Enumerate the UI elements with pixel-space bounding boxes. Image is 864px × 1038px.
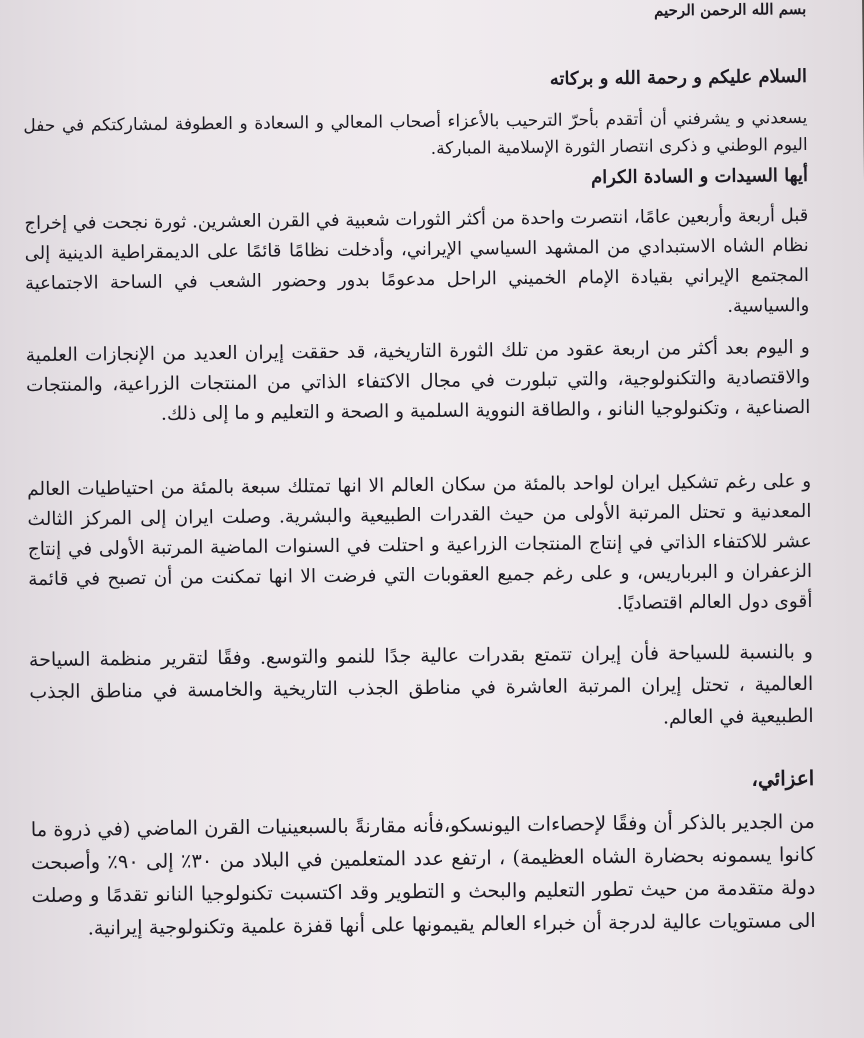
dear-heading: اعزائي، — [751, 765, 815, 791]
intro-paragraph: يسعدني و يشرفني أن أتقدم بأحرّ الترحيب بالأعزاء أصحاب المعالي و السعادة و العطوفة لمشاركتكم في حفل اليوم الوطني و ذكرى انتصار الثورة الإسلامية المباركة. — [23, 107, 808, 159]
paragraph-tourism: و بالنسبة للسياحة فأن إيران تتمتع بقدرات عالية جدًا للنمو والتوسع. وفقًا لتقرير منظمة السياحة العالمية ، تحتل إيران المرتبة العاشرة في مناطق الجذب التاريخية والخامسة في مناطق الجذب الطبيعية في العالم. — [28, 640, 814, 729]
paragraph-resources: و على رغم تشكيل ايران لواحد بالمئة من سكان العالم الا انها تمتلك سبعة بالمئة من احتياطيات العالم المعدنية و تحتل المرتبة الأولى من حيث القدرات الطبيعية والبشرية. وصلت ايران إلى المركز الثالث عشر للاكتفاء الذاتي في إنتاج المنتجات الزراعية و احتلت في السنوات الماضية المرتبة الأولى في إنتاج الزعفران و البرباريس، و على رغم جميع العقوبات التي فرضت الا انها تمكنت من أن تصبح في قائمة أقوى دول العالم اقتصاديًا. — [27, 470, 813, 614]
document-body — [22, 0, 817, 1038]
paragraph-revolution: قبل أربعة وأربعين عامًا، انتصرت واحدة من أكثر الثورات شعبية في القرن العشرين. ثورة نجحت في إخراج نظام الشاه الاستبدادي من المشهد السياسي الإيراني، وأدخلت نظامًا قائمًا على الديمقراطية الدينية إلى المجتمع الإيراني بقيادة الإمام الخميني الراحل مدعومًا بدور وحضور الشعب في الساحة الاجتماعية والسياسية. — [24, 204, 810, 317]
closing-paragraph: من الجدير بالذكر أن وفقًا لإحصاءات اليونسكو،فأنه مقارنةً بالسبعينيات القرن الماضي (في ذروة ما كانوا يسمونه بحضارة الشاه العظيمة) ، ارتفع عدد المتعلمين في البلاد من ٣٠٪ إلى ٩٠٪ وأصبحت دولة متقدمة من حيث تطور التعليم والبحث و التطوير وقد اكتسبت تكنولوجيا النانو تقدمًا و وصلت الى مستويات عالية لدرجة أن خبراء العالم يقيمونها على أنها قفزة علمية وتكنولوجية إيرانية. — [30, 809, 816, 940]
greeting-heading: السلام عليكم و رحمة الله و بركاته — [549, 65, 808, 90]
bismillah-heading: بسم الله الرحمن الرحيم — [653, 0, 807, 20]
paragraph-achievements: و اليوم بعد أكثر من اربعة عقود من تلك الثورة التاريخية، قد حققت إيران العديد من الإنجازات العلمية والاقتصادية والتكنولوجية، والتي تبلورت في مجال الاكتفاء الذاتي من المنتجات الزراعية، والمنتجات الصناعية ، وتكنولوجيا النانو ، والطاقة النووية السلمية و الصحة و التعليم و ما إلى ذلك. — [25, 336, 811, 425]
address-heading: أيها السيدات و السادة الكرام — [590, 164, 809, 189]
